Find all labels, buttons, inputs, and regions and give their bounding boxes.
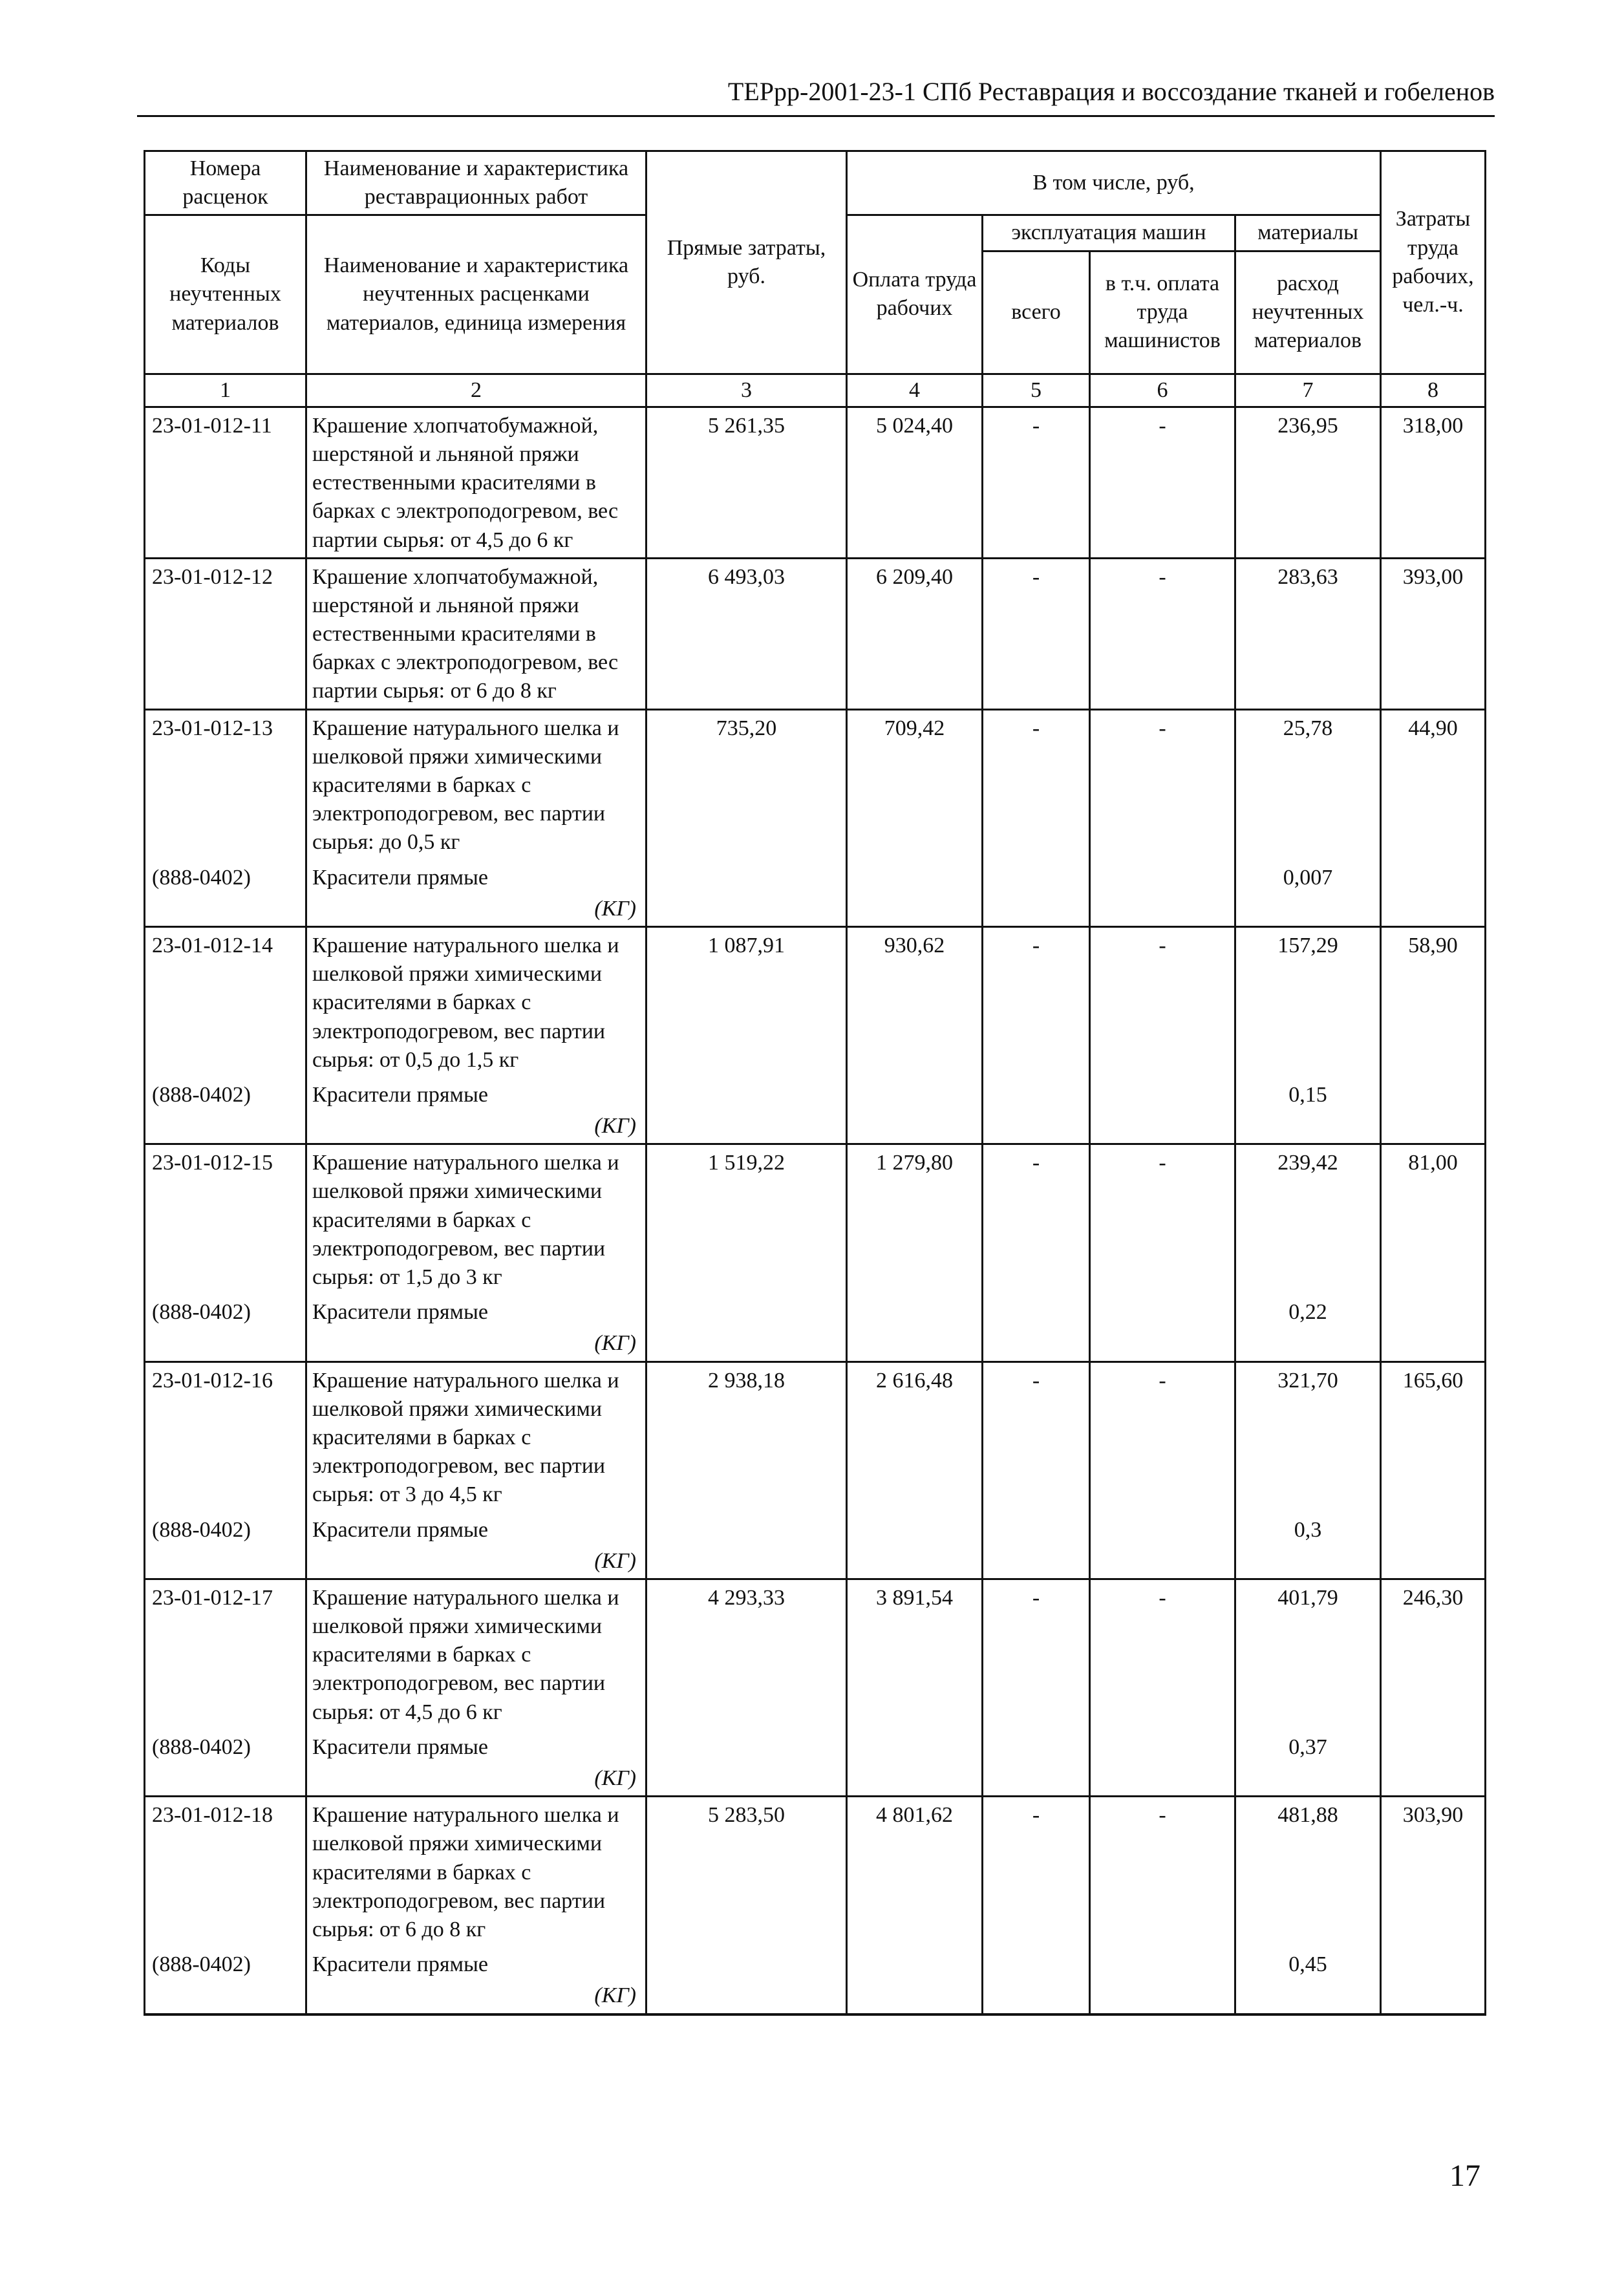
work-description: Крашение хлопчатобумажной, шерстяной и льняной пряжи естественными красителями в барках с электроподогревом, вес партии сырья: от 6 до 8 кг — [306, 558, 646, 709]
rate-code: 23-01-012-13 — [145, 709, 306, 859]
material-name: Красители прямые — [306, 1947, 646, 1982]
empty-cell — [1381, 1112, 1486, 1144]
empty-cell — [646, 1729, 847, 1764]
materials-cost: 401,79 — [1235, 1579, 1381, 1729]
empty-cell — [1381, 1512, 1486, 1547]
materials-cost: 239,42 — [1235, 1144, 1381, 1294]
direct-costs: 2 938,18 — [646, 1362, 847, 1512]
col-number: 3 — [646, 374, 847, 407]
table-row — [145, 407, 1486, 558]
col-number: 6 — [1090, 374, 1235, 407]
empty-cell — [1090, 1947, 1235, 1982]
labor-pay: 2 616,48 — [847, 1362, 983, 1512]
empty-cell — [983, 1729, 1090, 1764]
empty-cell — [1090, 1077, 1235, 1112]
machines-total: - — [983, 926, 1090, 1076]
table-row — [145, 926, 1486, 1076]
material-unit-row — [145, 1764, 1486, 1797]
material-unit-row — [145, 1112, 1486, 1144]
work-description: Крашение натурального шелка и шелковой пряжи химическими красителями в барках с электроподогревом, вес партии сырья: до 0,5 кг — [306, 709, 646, 859]
empty-cell — [1381, 1729, 1486, 1764]
material-amount: 0,45 — [1235, 1947, 1381, 1982]
machines-total: - — [983, 1362, 1090, 1512]
rate-code: 23-01-012-16 — [145, 1362, 306, 1512]
direct-costs: 5 283,50 — [646, 1797, 847, 1947]
material-row — [145, 1947, 1486, 1982]
header-material-codes: Коды неучтенных материалов — [145, 215, 306, 374]
labor-hours: 318,00 — [1381, 407, 1486, 558]
empty-cell — [847, 1512, 983, 1547]
material-amount: 0,15 — [1235, 1077, 1381, 1112]
empty-cell — [145, 1982, 306, 2014]
col-number: 1 — [145, 374, 306, 407]
empty-cell — [847, 1294, 983, 1329]
operators-pay: - — [1090, 407, 1235, 558]
header-materials-expense: расход неучтенных материалов — [1235, 251, 1381, 374]
empty-cell — [847, 1077, 983, 1112]
table-row — [145, 558, 1486, 709]
empty-cell — [983, 1294, 1090, 1329]
empty-cell — [646, 1764, 847, 1797]
col-number: 7 — [1235, 374, 1381, 407]
material-name: Красители прямые — [306, 1294, 646, 1329]
empty-cell — [983, 1764, 1090, 1797]
empty-cell — [646, 895, 847, 927]
empty-cell — [847, 895, 983, 927]
machines-total: - — [983, 558, 1090, 709]
col-number: 4 — [847, 374, 983, 407]
empty-cell — [983, 1329, 1090, 1362]
table-row — [145, 1144, 1486, 1294]
empty-cell — [646, 1112, 847, 1144]
empty-cell — [847, 1947, 983, 1982]
empty-cell — [983, 1512, 1090, 1547]
operators-pay: - — [1090, 926, 1235, 1076]
empty-cell — [847, 1764, 983, 1797]
empty-cell — [983, 1112, 1090, 1144]
col-number: 8 — [1381, 374, 1486, 407]
material-name: Красители прямые — [306, 1077, 646, 1112]
empty-cell — [1235, 1547, 1381, 1579]
table-row — [145, 709, 1486, 859]
empty-cell — [847, 1729, 983, 1764]
header-works: Наименование и характеристика реставрационных работ — [306, 151, 646, 215]
labor-pay: 4 801,62 — [847, 1797, 983, 1947]
direct-costs: 1 519,22 — [646, 1144, 847, 1294]
empty-cell — [1090, 1329, 1235, 1362]
materials-cost: 236,95 — [1235, 407, 1381, 558]
empty-cell — [1235, 1329, 1381, 1362]
table-row — [145, 1797, 1486, 1947]
labor-pay: 6 209,40 — [847, 558, 983, 709]
empty-cell — [1235, 1112, 1381, 1144]
empty-cell — [983, 1547, 1090, 1579]
material-code: (888-0402) — [145, 1729, 306, 1764]
labor-hours: 303,90 — [1381, 1797, 1486, 1947]
empty-cell — [983, 860, 1090, 895]
empty-cell — [1090, 895, 1235, 927]
col-number: 2 — [306, 374, 646, 407]
operators-pay: - — [1090, 1797, 1235, 1947]
header-labor-pay: Оплата труда рабочих — [847, 215, 983, 374]
material-unit-row — [145, 1547, 1486, 1579]
labor-pay: 5 024,40 — [847, 407, 983, 558]
work-description: Крашение натурального шелка и шелковой пряжи химическими красителями в барках с электроподогревом, вес партии сырья: от 4,5 до 6 кг — [306, 1579, 646, 1729]
materials-cost: 283,63 — [1235, 558, 1381, 709]
empty-cell — [847, 860, 983, 895]
empty-cell — [1090, 1764, 1235, 1797]
material-amount: 0,007 — [1235, 860, 1381, 895]
header-labor-cost: Затраты труда рабочих, чел.-ч. — [1381, 151, 1486, 374]
labor-hours: 246,30 — [1381, 1579, 1486, 1729]
empty-cell — [1090, 1112, 1235, 1144]
table-body — [145, 407, 1486, 2014]
labor-hours: 58,90 — [1381, 926, 1486, 1076]
empty-cell — [1235, 895, 1381, 927]
rate-code: 23-01-012-18 — [145, 1797, 306, 1947]
materials-cost: 321,70 — [1235, 1362, 1381, 1512]
empty-cell — [145, 1112, 306, 1144]
rate-code: 23-01-012-11 — [145, 407, 306, 558]
operators-pay: - — [1090, 1579, 1235, 1729]
col-number: 5 — [983, 374, 1090, 407]
empty-cell — [646, 1329, 847, 1362]
empty-cell — [646, 860, 847, 895]
empty-cell — [646, 1947, 847, 1982]
empty-cell — [646, 1294, 847, 1329]
labor-pay: 930,62 — [847, 926, 983, 1076]
material-amount: 0,3 — [1235, 1512, 1381, 1547]
empty-cell — [1381, 1947, 1486, 1982]
empty-cell — [1090, 860, 1235, 895]
header-materials: материалы — [1235, 215, 1381, 251]
header-rule — [137, 115, 1495, 117]
header-machines: эксплуатация машин — [983, 215, 1235, 251]
material-name: Красители прямые — [306, 860, 646, 895]
empty-cell — [145, 1329, 306, 1362]
direct-costs: 1 087,91 — [646, 926, 847, 1076]
material-unit: (КГ) — [306, 895, 646, 927]
empty-cell — [983, 1077, 1090, 1112]
operators-pay: - — [1090, 558, 1235, 709]
operators-pay: - — [1090, 1362, 1235, 1512]
machines-total: - — [983, 1797, 1090, 1947]
material-unit: (КГ) — [306, 1982, 646, 2014]
empty-cell — [847, 1982, 983, 2014]
labor-hours: 81,00 — [1381, 1144, 1486, 1294]
material-unit-row — [145, 1329, 1486, 1362]
table-header — [145, 151, 1486, 407]
materials-cost: 481,88 — [1235, 1797, 1381, 1947]
header-machines-total: всего — [983, 251, 1090, 374]
empty-cell — [646, 1547, 847, 1579]
material-row — [145, 860, 1486, 895]
labor-hours: 165,60 — [1381, 1362, 1486, 1512]
header-operators-pay: в т.ч. оплата труда машинистов — [1090, 251, 1235, 374]
material-name: Красители прямые — [306, 1512, 646, 1547]
table-row — [145, 1579, 1486, 1729]
empty-cell — [1090, 1547, 1235, 1579]
material-row — [145, 1512, 1486, 1547]
empty-cell — [646, 1512, 847, 1547]
material-code: (888-0402) — [145, 1512, 306, 1547]
material-amount: 0,22 — [1235, 1294, 1381, 1329]
running-header-title: ТЕРрр-2001-23-1 СПб Реставрация и воссоздание тканей и гобеленов — [727, 77, 1495, 106]
material-code: (888-0402) — [145, 1294, 306, 1329]
material-row — [145, 1294, 1486, 1329]
empty-cell — [1381, 1764, 1486, 1797]
material-row — [145, 1077, 1486, 1112]
material-name: Красители прямые — [306, 1729, 646, 1764]
labor-hours: 393,00 — [1381, 558, 1486, 709]
materials-cost: 25,78 — [1235, 709, 1381, 859]
page-number: 17 — [1449, 2159, 1480, 2193]
labor-hours: 44,90 — [1381, 709, 1486, 859]
empty-cell — [646, 1982, 847, 2014]
machines-total: - — [983, 1144, 1090, 1294]
rates-table — [144, 150, 1486, 2016]
empty-cell — [1381, 895, 1486, 927]
empty-cell — [1090, 1982, 1235, 2014]
empty-cell — [1090, 1294, 1235, 1329]
empty-cell — [1381, 1547, 1486, 1579]
empty-cell — [1235, 1982, 1381, 2014]
empty-cell — [847, 1112, 983, 1144]
header-materials-description: Наименование и характеристика неучтенных расценками материалов, единица измерения — [306, 215, 646, 374]
material-unit: (КГ) — [306, 1547, 646, 1579]
labor-pay: 3 891,54 — [847, 1579, 983, 1729]
empty-cell — [1381, 1077, 1486, 1112]
material-code: (888-0402) — [145, 1077, 306, 1112]
empty-cell — [847, 1547, 983, 1579]
material-unit: (КГ) — [306, 1329, 646, 1362]
work-description: Крашение хлопчатобумажной, шерстяной и льняной пряжи естественными красителями в барках с электроподогревом, вес партии сырья: от 4,5 до 6 кг — [306, 407, 646, 558]
empty-cell — [847, 1329, 983, 1362]
machines-total: - — [983, 709, 1090, 859]
material-unit: (КГ) — [306, 1112, 646, 1144]
material-unit-row — [145, 895, 1486, 927]
machines-total: - — [983, 407, 1090, 558]
empty-cell — [983, 895, 1090, 927]
material-unit-row — [145, 1982, 1486, 2014]
empty-cell — [646, 1077, 847, 1112]
work-description: Крашение натурального шелка и шелковой пряжи химическими красителями в барках с электроподогревом, вес партии сырья: от 0,5 до 1,5 кг — [306, 926, 646, 1076]
empty-cell — [983, 1982, 1090, 2014]
rate-code: 23-01-012-17 — [145, 1579, 306, 1729]
empty-cell — [1381, 860, 1486, 895]
labor-pay: 1 279,80 — [847, 1144, 983, 1294]
material-row — [145, 1729, 1486, 1764]
table-row — [145, 1362, 1486, 1512]
direct-costs: 735,20 — [646, 709, 847, 859]
operators-pay: - — [1090, 709, 1235, 859]
work-description: Крашение натурального шелка и шелковой пряжи химическими красителями в барках с электроподогревом, вес партии сырья: от 6 до 8 кг — [306, 1797, 646, 1947]
empty-cell — [1381, 1982, 1486, 2014]
rate-code: 23-01-012-15 — [145, 1144, 306, 1294]
empty-cell — [1235, 1764, 1381, 1797]
empty-cell — [1381, 1294, 1486, 1329]
rate-code: 23-01-012-12 — [145, 558, 306, 709]
operators-pay: - — [1090, 1144, 1235, 1294]
materials-cost: 157,29 — [1235, 926, 1381, 1076]
header-numbers: Номера расценок — [145, 151, 306, 215]
empty-cell — [983, 1947, 1090, 1982]
empty-cell — [1090, 1512, 1235, 1547]
empty-cell — [145, 1547, 306, 1579]
material-unit: (КГ) — [306, 1764, 646, 1797]
material-code: (888-0402) — [145, 860, 306, 895]
material-amount: 0,37 — [1235, 1729, 1381, 1764]
work-description: Крашение натурального шелка и шелковой пряжи химическими красителями в барках с электроподогревом, вес партии сырья: от 3 до 4,5 кг — [306, 1362, 646, 1512]
work-description: Крашение натурального шелка и шелковой пряжи химическими красителями в барках с электроподогревом, вес партии сырья: от 1,5 до 3 кг — [306, 1144, 646, 1294]
labor-pay: 709,42 — [847, 709, 983, 859]
direct-costs: 5 261,35 — [646, 407, 847, 558]
rate-code: 23-01-012-14 — [145, 926, 306, 1076]
empty-cell — [145, 895, 306, 927]
empty-cell — [1381, 1329, 1486, 1362]
direct-costs: 4 293,33 — [646, 1579, 847, 1729]
machines-total: - — [983, 1579, 1090, 1729]
material-code: (888-0402) — [145, 1947, 306, 1982]
empty-cell — [1090, 1729, 1235, 1764]
direct-costs: 6 493,03 — [646, 558, 847, 709]
header-direct-costs: Прямые затраты, руб. — [646, 151, 847, 374]
empty-cell — [145, 1764, 306, 1797]
header-including: В том числе, руб, — [847, 151, 1381, 215]
